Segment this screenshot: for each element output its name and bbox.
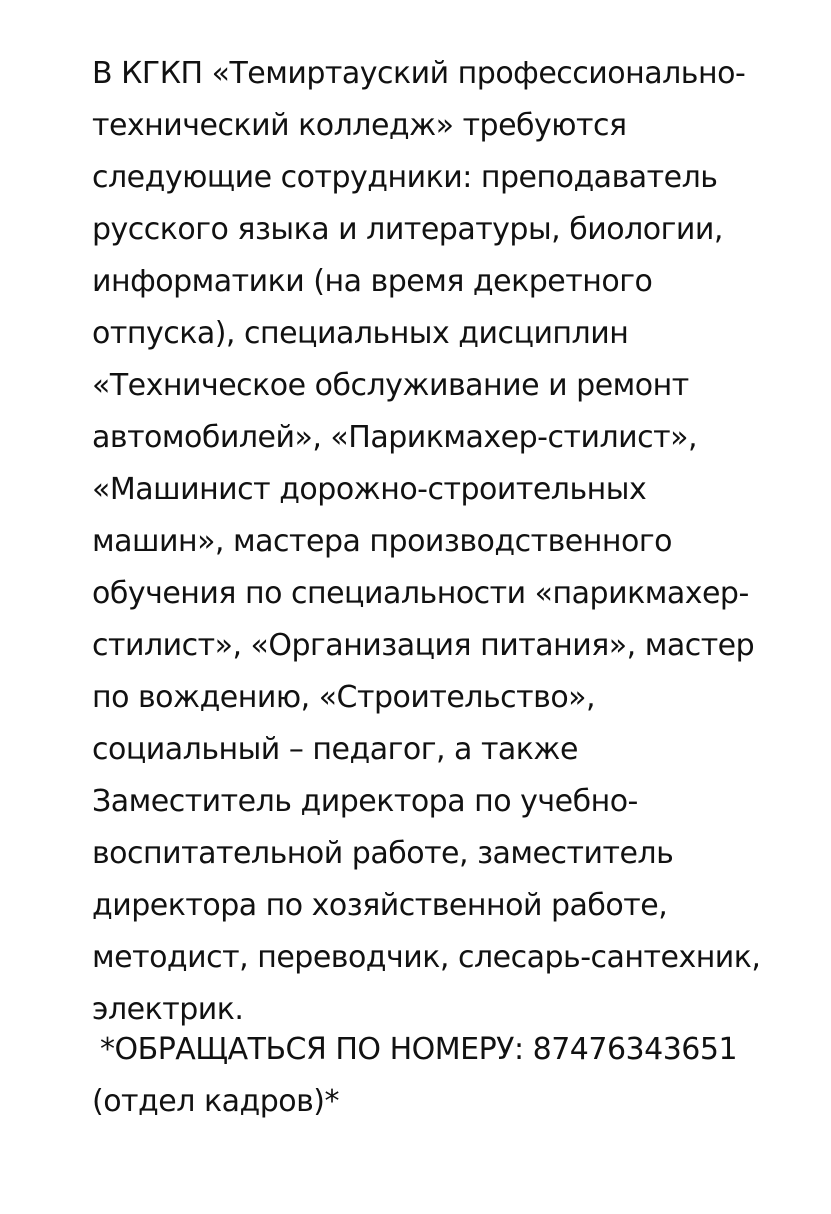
announcement-line: информатики (на время декретного bbox=[92, 264, 653, 299]
announcement-line: русского языка и литературы, биологии, bbox=[92, 212, 723, 247]
announcement-line: «Машинист дорожно-строительных bbox=[92, 472, 647, 507]
announcement-line: директора по хозяйственной работе, bbox=[92, 888, 668, 923]
announcement-line: машин», мастера производственного bbox=[92, 524, 672, 559]
announcement-line: автомобилей», «Парикмахер-стилист», bbox=[92, 420, 697, 455]
contact-phone-line: *ОБРАЩАТЬСЯ ПО НОМЕРУ: 87476343651 bbox=[100, 1032, 738, 1067]
announcement-line: обучения по специальности «парикмахер- bbox=[92, 576, 749, 611]
announcement-line: по вождению, «Строительство», bbox=[92, 680, 596, 715]
announcement-line: стилист», «Организация питания», мастер bbox=[92, 628, 755, 663]
announcement-line: технический колледж» требуются bbox=[92, 108, 627, 143]
announcement-line: воспитательной работе, заместитель bbox=[92, 836, 674, 871]
announcement-line: следующие сотрудники: преподаватель bbox=[92, 160, 718, 195]
announcement-text bbox=[92, 48, 812, 1036]
announcement-line: отпуска), специальных дисциплин bbox=[92, 316, 629, 351]
contact-department-line: (отдел кадров)* bbox=[92, 1084, 339, 1119]
announcement-line: Заместитель директора по учебно- bbox=[92, 784, 638, 819]
announcement-line: В КГКП «Темиртауский профессионально- bbox=[92, 56, 746, 91]
announcement-line: методист, переводчик, слесарь-сантехник, bbox=[92, 940, 761, 975]
announcement-line: «Техническое обслуживание и ремонт bbox=[92, 368, 689, 403]
contact-note bbox=[92, 1024, 812, 1128]
announcement-line: социальный – педагог, а также bbox=[92, 732, 578, 767]
announcement-line: электрик. bbox=[92, 992, 244, 1027]
